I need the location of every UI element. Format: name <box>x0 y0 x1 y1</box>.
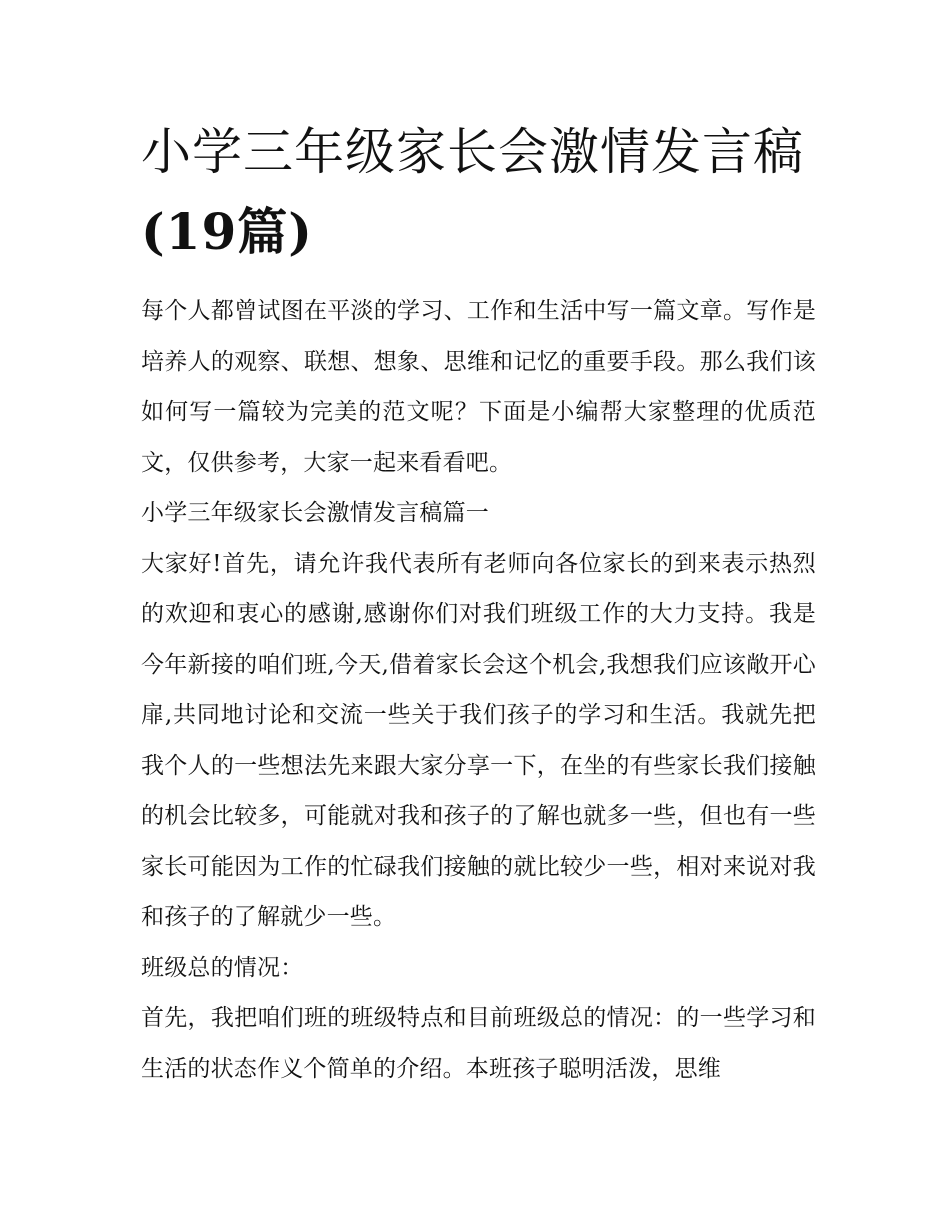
document-page <box>141 112 816 1094</box>
section-heading: 小学三年级家长会激情发言稿篇一 <box>141 500 489 526</box>
document-title <box>141 112 816 272</box>
intro-paragraph: 每个人都曾试图在平淡的学习、工作和生活中写一篇文章。写作是培养人的观察、联想、想象、思维和记忆的重要手段。那么我们该如何写一篇较为完美的范文呢？下面是小编帮大家整理的优质范文，仅供参考，大家一起来看看吧。 <box>141 298 816 476</box>
title-line-1: 小学三年级家长会激情发言稿 <box>141 123 804 181</box>
document-body <box>141 286 816 1094</box>
subheading: 班级总的情况： <box>141 954 304 981</box>
class-overview-paragraph: 首先，我把咱们班的班级特点和目前班级总的情况：的一些学习和生活的状态作义个简单的介绍。本班孩子聪明活泼，思维 <box>141 1005 816 1082</box>
title-line-2: (19篇) <box>141 202 313 261</box>
speech-paragraph: 大家好!首先，请允许我代表所有老师向各位家长的到来表示热烈的欢迎和衷心的感谢,感谢你们对我们班级工作的大力支持。我是今年新接的咱们班,今天,借着家长会这个机会,我想我们应该敞开心扉,共同地讨论和交流一些关于我们孩子的学习和生活。我就先把我个人的一些想法先来跟大家分享一下，在坐的有些家长我们接触的机会比较多，可能就对我和孩子的了解也就多一些，但也有一些家长可能因为工作的忙碌我们接触的就比较少一些，相对来说对我和孩子的了解就少一些。 <box>141 550 816 930</box>
